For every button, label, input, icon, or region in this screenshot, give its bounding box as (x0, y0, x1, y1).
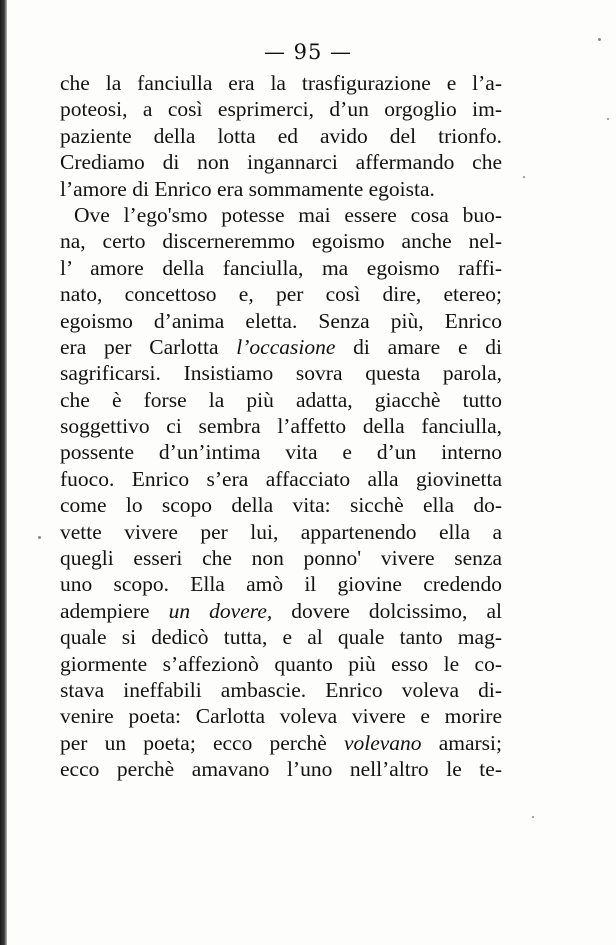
text-segment: nato, concettoso e, per così dire, etereo; (60, 282, 502, 307)
text-line (60, 255, 502, 281)
text-line (60, 202, 502, 228)
text-segment: l’amore di Enrico era sommamente egoista. (60, 176, 435, 201)
text-segment: come lo scopo della vita: sicchè ella do- (60, 493, 502, 518)
text-segment: adempiere (60, 598, 169, 623)
text-line (60, 598, 502, 624)
text-segment: quegli esseri che non ponno' vivere senza (60, 546, 502, 571)
text-segment: Ove l’ego'smo potesse mai essere cosa buo- (74, 202, 502, 227)
text-line (60, 308, 502, 334)
text-line (60, 228, 502, 254)
paper-speck (607, 118, 609, 120)
text-line (60, 149, 502, 175)
text-segment: poteosi, a così esprimerci, d’un orgoglio im- (60, 97, 502, 122)
text-segment: amarsi; (421, 730, 502, 755)
text-segment: na, certo discerneremmo egoismo anche nel- (60, 229, 502, 254)
text-segment: Crediamo di non ingannarci affermando che (60, 150, 502, 175)
text-segment: dovere dolcissimo, al (272, 598, 502, 623)
page-number: — 95 — (263, 40, 353, 64)
text-line (60, 571, 502, 597)
text-line (60, 545, 502, 571)
text-line (60, 176, 502, 202)
text-line (60, 439, 502, 465)
paper-speck (532, 816, 534, 818)
text-segment: vette vivere per lui, appartenendo ella a (60, 519, 502, 544)
text-line (60, 281, 502, 307)
text-line (60, 756, 502, 782)
text-line (60, 651, 502, 677)
text-segment: venire poeta: Carlotta voleva vivere e morire (60, 704, 502, 729)
text-line (60, 123, 502, 149)
italic-phrase: volevano (343, 730, 422, 755)
text-segment: egoismo d’anima eletta. Senza più, Enrico (60, 308, 502, 333)
italic-phrase: l’occasione (236, 334, 336, 359)
text-segment: che la fanciulla era la trasfigurazione e l’a- (60, 71, 502, 95)
text-line (60, 70, 502, 96)
italic-phrase: un dovere, (168, 598, 273, 623)
text-line (60, 677, 502, 703)
text-line (60, 703, 502, 729)
text-segment: di amare e di (335, 334, 502, 359)
text-segment: l’ amore della fanciulla, ma egoismo raffi- (60, 255, 502, 280)
text-segment: giormente s’affezionò quanto più esso le co- (60, 651, 502, 676)
text-line (60, 624, 502, 650)
text-line (60, 96, 502, 122)
text-segment: uno scopo. Ella amò il giovine credendo (60, 572, 502, 597)
text-segment: paziente della lotta ed avido del trionfo. (60, 123, 502, 148)
text-segment: possente d’un’intima vita e d’un interno (60, 440, 502, 465)
text-segment: per un poeta; ecco perchè (60, 730, 344, 755)
text-segment: era per Carlotta (60, 334, 237, 359)
text-line (60, 334, 502, 360)
text-line (60, 387, 502, 413)
text-line (60, 360, 502, 386)
text-segment: fuoco. Enrico s’era affacciato alla giovinetta (60, 466, 502, 491)
text-line (60, 466, 502, 492)
binding-edge (0, 0, 7, 945)
text-segment: soggettivo ci sembra l’affetto della fanciulla, (60, 414, 502, 439)
paper-speck (523, 176, 525, 178)
text-segment: ecco perchè amavano l’uno nell’altro le te- (60, 757, 502, 782)
paper-speck (38, 536, 41, 539)
text-segment: che è forse la più adatta, giacchè tutto (60, 387, 502, 412)
paper-speck (598, 38, 601, 41)
text-line (60, 519, 502, 545)
text-segment: quale si dedicò tutta, e al quale tanto mag- (60, 625, 502, 650)
text-line (60, 492, 502, 518)
text-segment: sagrificarsi. Insistiamo sovra questa parola, (60, 361, 502, 386)
text-line (60, 730, 502, 756)
body-text (60, 70, 502, 783)
text-segment: stava ineffabili ambascie. Enrico voleva di- (60, 677, 502, 702)
text-line (60, 413, 502, 439)
